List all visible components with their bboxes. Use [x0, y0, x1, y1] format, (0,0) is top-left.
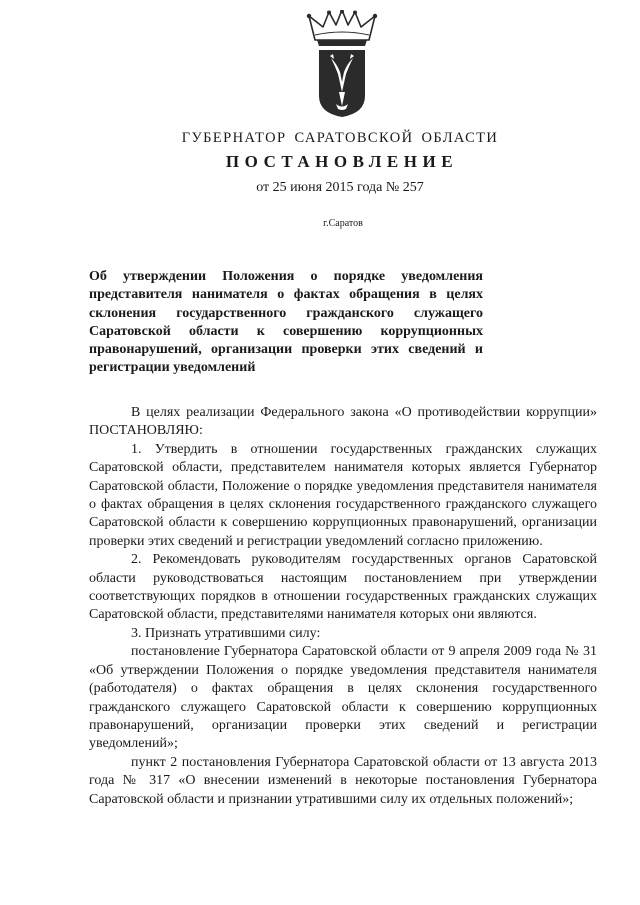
document-body: [89, 404, 597, 809]
preamble-paragraph: В целях реализации Федерального закона «О противодействии коррупции» ПОСТАНОВЛЯЮ:: [89, 405, 597, 439]
clause-1-paragraph: 1. Утвердить в отношении государственных гражданских служащих Саратовской области, представителем нанимателя которых является Губернатор Саратовской области, Положение о порядке уведомления представителя нанимателя о фактах обращения в целях склонения государственного гражданского служащего Саратовской области к совершению коррупционных правонарушений, организации проверки этих сведений и регистрации уведомлений согласно приложению.: [89, 441, 597, 549]
repealed-act-1-paragraph: постановление Губернатора Саратовской области от 9 апреля 2009 года № 31 «Об утверждении Положения о порядке уведомления представителя нанимателя (работодателя) о фактах обращения в целях склонения государственного гражданского служащего Саратовской области к совершению коррупционных правонарушений, организации проверки этих сведений и регистрации уведомлений»;: [89, 644, 597, 752]
crown-icon: [307, 10, 377, 46]
document-date-number: от 25 июня 2015 года № 257: [256, 180, 424, 195]
saratov-coat-of-arms-icon: [303, 10, 381, 118]
document-type: ПОСТАНОВЛЕНИЕ: [225, 152, 459, 171]
document-city: г.Саратов: [323, 218, 363, 229]
clause-3-paragraph: 3. Признать утратившими силу:: [131, 625, 321, 641]
authority-name: ГУБЕРНАТОР САРАТОВСКОЙ ОБЛАСТИ: [181, 130, 499, 146]
repealed-act-2-paragraph: пункт 2 постановления Губернатора Саратовской области от 13 августа 2013 года № 317 «О внесении изменений в некоторые постановления Губернатора Саратовской области и признании утратившими силу их отдельных положений»;: [89, 754, 597, 807]
clause-2-paragraph: 2. Рекомендовать руководителям государственных органов Саратовской области руководствоваться настоящим постановлением при утверждении соответствующих порядков в отношении государственных гражданских служащих Саратовской области, представителями нанимателя которых они являются.: [89, 552, 597, 623]
document-subject: Об утверждении Положения о порядке уведомления представителя нанимателя о фактах обращения в целях склонения государственного гражданского служащего Саратовской области к совершению коррупционных правонарушений, организации проверки этих сведений и регистрации уведомлений: [89, 269, 483, 376]
